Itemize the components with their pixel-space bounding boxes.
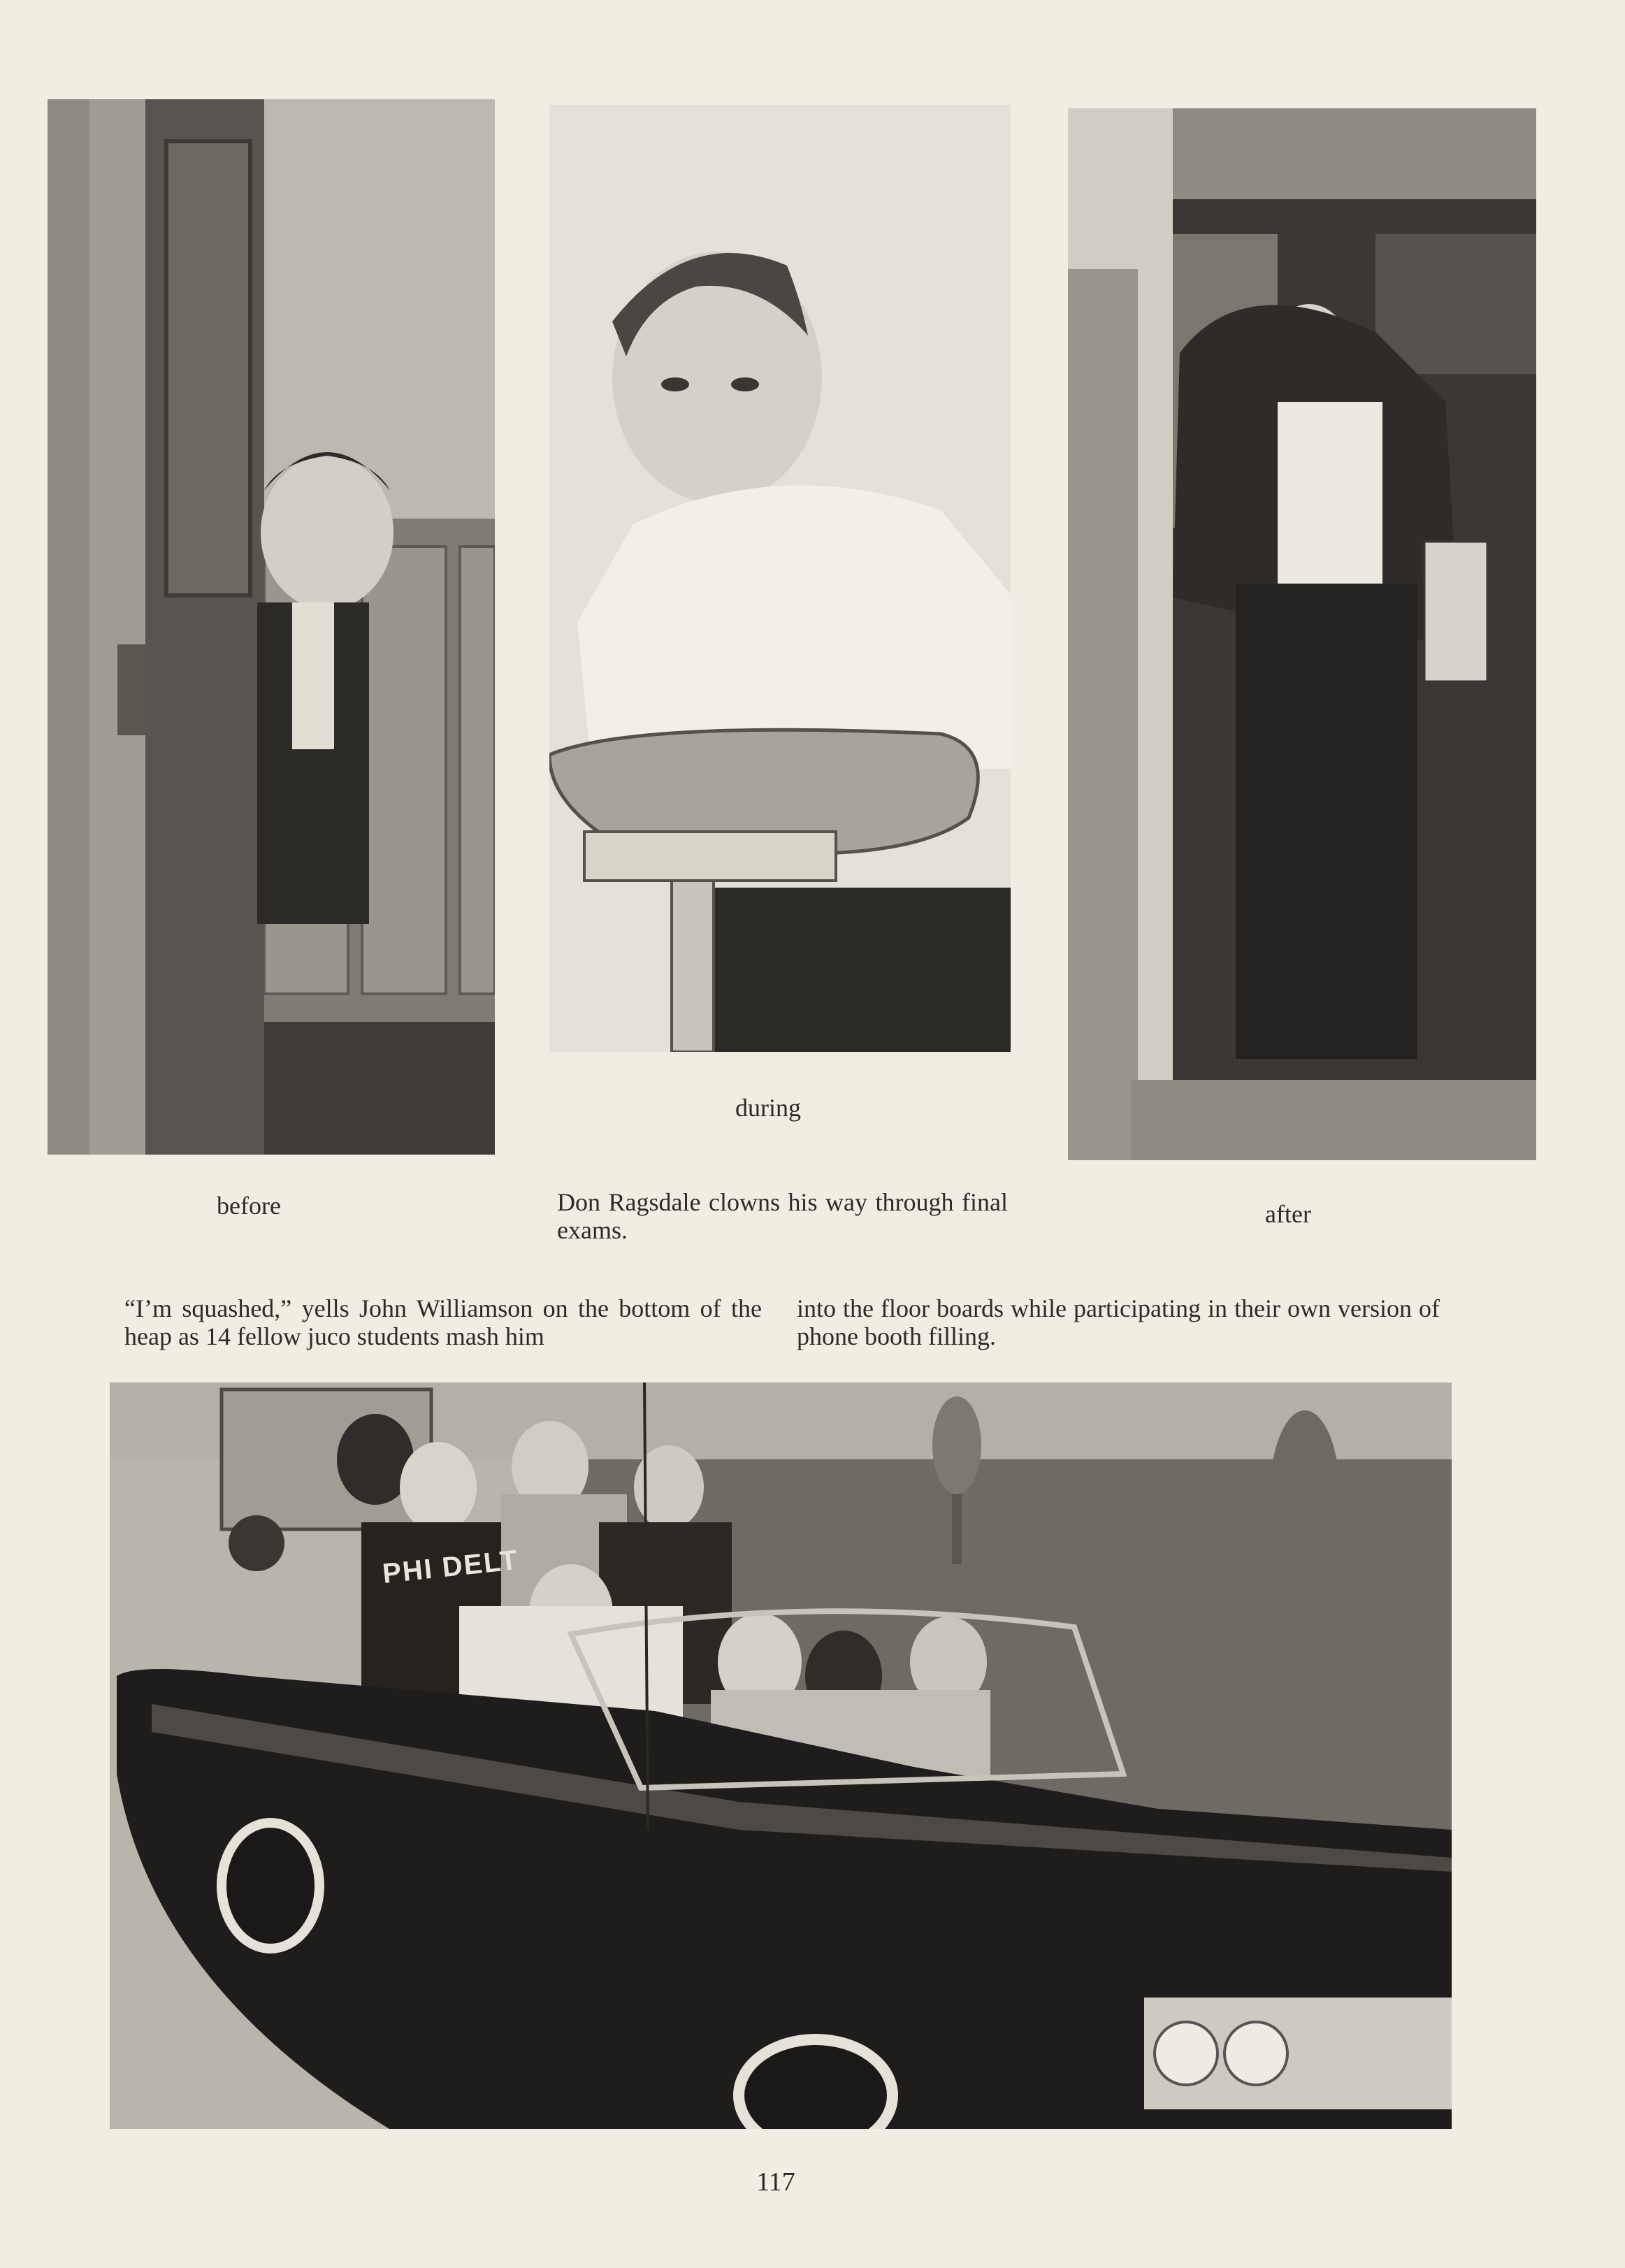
photo-during xyxy=(549,105,1011,1052)
page-number: 117 xyxy=(756,2167,795,2197)
photo-label-after: after xyxy=(1265,1200,1311,1228)
caption-phone-booth-left: “I’m squashed,” yells John Williamson on the bottom of the heap as 14 fellow juco students mash him xyxy=(124,1294,762,1350)
photo-after xyxy=(1068,108,1536,1160)
photo-label-during: during xyxy=(735,1094,801,1122)
sweater-lettering: PHI DELT xyxy=(381,1544,520,1590)
photo-convertible xyxy=(110,1382,1452,2129)
photo-label-before: before xyxy=(217,1192,281,1220)
caption-phone-booth-right: into the floor boards while participating in their own version of phone booth filling. xyxy=(797,1294,1440,1350)
caption-ragsdale: Don Ragsdale clowns his way through final exams. xyxy=(557,1188,1008,1244)
photo-before xyxy=(48,99,495,1155)
